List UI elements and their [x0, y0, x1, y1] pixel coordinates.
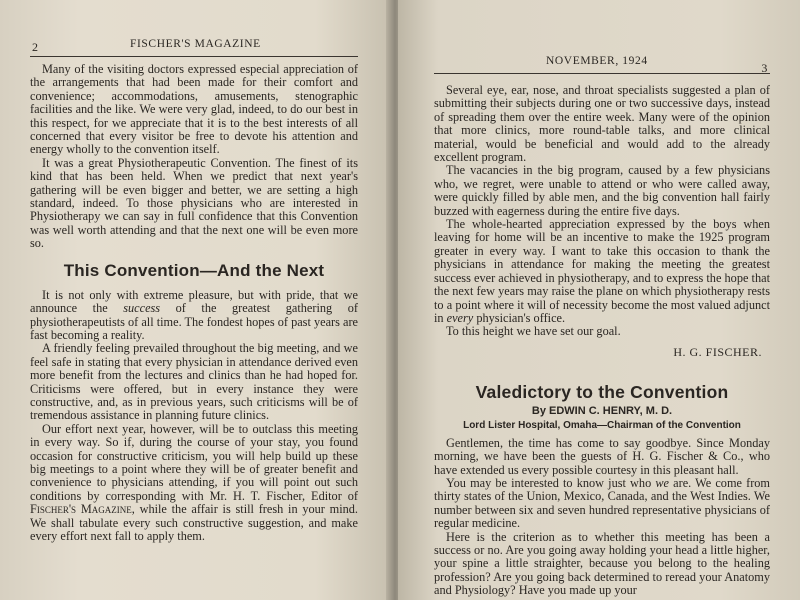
right-paragraph-3: The whole-hearted appreciation expressed by the boys when leaving for home will be an incentive to make the 1925 program greater in every way. I want to take this occasion to thank the physicians in attendance for making the meeting the greatest success ever achieved in physiotherapy, and to express the hope that the next few years may raise the plane on which physiotherapy rests to a point where it will of necessity become the most valued adjunct in every physician's office.	[434, 217, 770, 325]
article-paragraph-3: Here is the criterion as to whether this meeting has been a success or no. Are you going away holding your head a little higher, your spine a little straighter, because you belong to the healing profession? Are you going back determined to reread your Anatomy and Physiology? Have you made up your	[434, 529, 770, 598]
left-running-head	[30, 38, 358, 57]
section-paragraph-2: A friendly feeling prevailed throughout the big meeting, and we feel safe in stating that every physician in attendance derived even more benefit from the lectures and clinics than he had hoped for. Criticisms were offered, but in every instance they were constructive, and, as in previous years, such criticisms will be of tremendous assistance in planning future clinics.	[30, 341, 358, 423]
signature: H. G. FISCHER.	[673, 344, 762, 359]
right-paragraph-1: Several eye, ear, nose, and throat specialists suggested a plan of submitting their subjects during one or two successive days, instead of spreading them over the entire week. Many were of the opinion that more clinics, more round-table talks, and more clinical material, would be beneficial and would add to the already excellent program.	[434, 83, 770, 165]
left-page	[0, 0, 394, 600]
right-paragraph-2: The vacancies in the big program, caused by a few physicians who, we regret, were unable to attend or who were called away, were quickly filled by able men, and the big convention hall fairly buzzed with eagerness during the entire five days.	[434, 163, 770, 218]
left-page-number: 2	[32, 40, 39, 54]
affiliation: Lord Lister Hospital, Omaha—Chairman of the Convention	[463, 419, 741, 431]
article-paragraph-2: You may be interested to know just who we are. We come from thirty states of the Union, Mexico, Canada, and the West Indies. We number between six and seven hundred representative physicians of regular medicine.	[434, 475, 771, 531]
right-page	[398, 0, 800, 600]
issue-date: NOVEMBER, 1924	[546, 55, 648, 67]
right-running-head	[434, 55, 770, 74]
section-title: This Convention—And the Next	[63, 260, 325, 280]
section-paragraph-3: Our effort next year, however, will be to outclass this meeting in every way. So if, during the course of your stay, you found occasion for constructive criticism, you will help build up these big meetings to a point where they will be of greater benefit and convenience to physicians attending, if you will point out such conditions by corresponding with Mr. H. T. Fischer, Editor of Fischer's Magazine, while the affair is still fresh in your mind. We shall tabulate every such constructive suggestion, and make every effort next fall to apply them.	[30, 421, 358, 543]
intro-paragraph-1: Many of the visiting doctors expressed especial appreciation of the arrangements that had been made for their comfort and convenience; accommodations, amusements, stenographic facilities and the like. We were very glad, indeed, to do our best in this respect, for we appreciate that it is to the best interests of all concerned that every visitor be free to devote his attention and energy wholly to the convention itself.	[30, 62, 358, 157]
article-paragraph-1: Gentlemen, the time has come to say goodbye. Since Monday morning, we have been the guests of H. G. Fischer & Co., who have extended us every possible courtesy in this pleasant hall.	[434, 435, 770, 477]
section-paragraph-1: It is not only with extreme pleasure, but with pride, that we announce the success of the greatest gathering of physiotherapeutists of all time. The fondest hopes of past years are fast becoming a reality.	[30, 287, 358, 342]
closing-line: To this height we have set our goal.	[446, 324, 621, 339]
right-page-number: 3	[761, 61, 768, 75]
article-title: Valedictory to the Convention	[475, 381, 729, 402]
byline: By EDWIN C. HENRY, M. D.	[531, 404, 673, 417]
magazine-title: FISCHER'S MAGAZINE	[130, 38, 261, 50]
intro-paragraph-2: It was a great Physiotherapeutic Convention. The finest of its kind that has been held. When we predict that next year's gathering will be even bigger and better, we are setting a high standard, indeed. To those physicians who are interested in Physiotherapy we can say in full confidence that this Convention was well worth attending and that the next one will be even more so.	[30, 155, 358, 251]
